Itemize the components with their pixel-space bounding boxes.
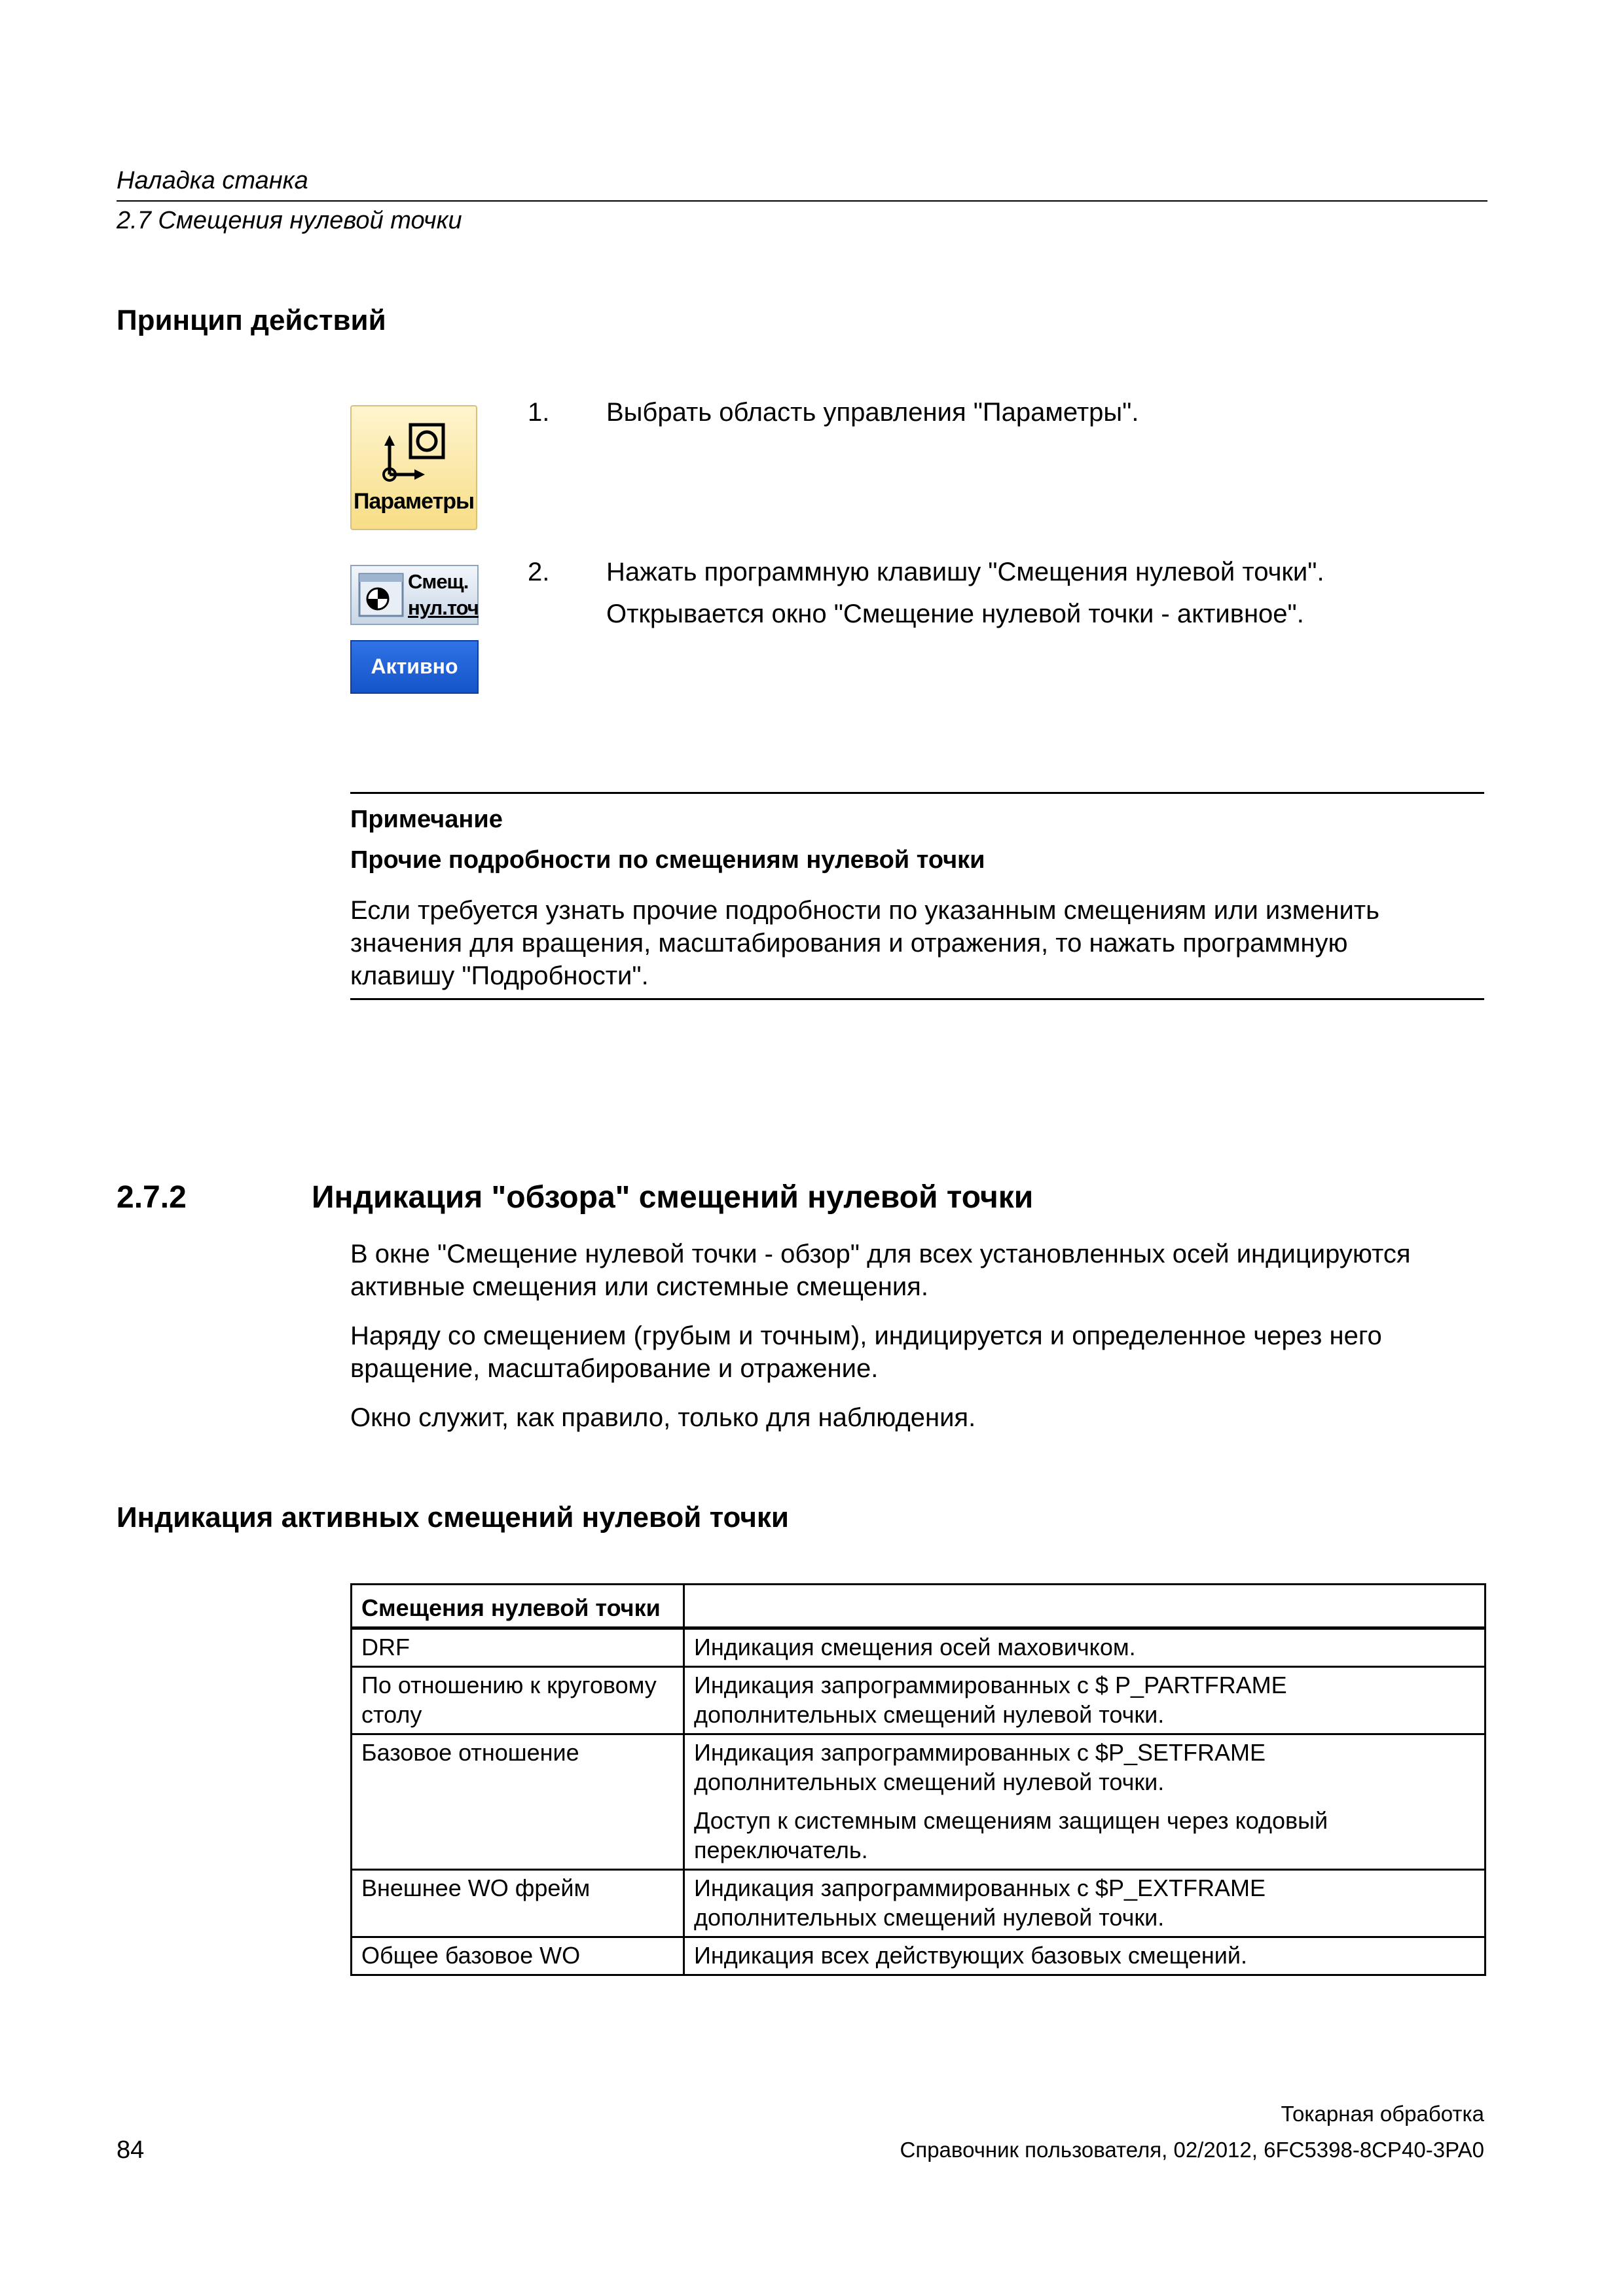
note-text-line3: клавишу "Подробности".	[350, 961, 649, 990]
offset-name-line: столу	[361, 1701, 422, 1728]
offset-name: DRF	[361, 1634, 410, 1660]
section-para3: Окно служит, как правило, только для наблюдения.	[350, 1403, 976, 1432]
offset-desc: Индикация всех действующих базовых смещений.	[694, 1942, 1247, 1969]
offset-desc-cell	[684, 1870, 1486, 1937]
section-number: 2.7.2	[117, 1180, 187, 1215]
offset-name-cell	[352, 1937, 684, 1975]
table-header-cell	[684, 1585, 1486, 1628]
note-title: Прочие подробности по смещениям нулевой точки	[350, 846, 985, 874]
offset-name-cell	[352, 1628, 684, 1667]
offset-desc-line: дополнительных смещений нулевой точки.	[694, 1768, 1165, 1795]
zero-offset-softkey[interactable]	[350, 565, 479, 625]
table-header-row	[352, 1585, 1486, 1628]
active-offsets-heading: Индикация активных смещений нулевой точки	[117, 1501, 789, 1534]
section-para1-line1: В окне "Смещение нулевой точки - обзор" для всех установленных осей индицируются	[350, 1240, 1411, 1268]
running-header-section: 2.7 Смещения нулевой точки	[117, 207, 462, 234]
table-row	[352, 1667, 1486, 1734]
offset-name-cell	[352, 1667, 684, 1734]
section-title: Индикация "обзора" смещений нулевой точки	[312, 1180, 1034, 1215]
softkey-label-line2: нул.точ	[408, 596, 479, 619]
offset-name: Базовое отношение	[361, 1739, 579, 1766]
note-label: Примечание	[350, 806, 503, 833]
table-header-cell: Смещения нулевой точки	[352, 1585, 684, 1628]
note-bottom-rule	[350, 998, 1484, 1000]
offset-desc-cell	[684, 1628, 1486, 1667]
offset-name-line: По отношению к круговому	[361, 1672, 657, 1698]
table-row	[352, 1734, 1486, 1870]
softkey-label-line1: Смещ.	[408, 570, 469, 593]
offset-desc-line: Индикация запрограммированных с $P_EXTFRAME	[694, 1874, 1266, 1901]
table-row	[352, 1937, 1486, 1975]
footer-product: Токарная обработка	[1281, 2102, 1484, 2126]
step-1-number: 1.	[528, 398, 550, 427]
offset-name: Внешнее WO фрейм	[361, 1874, 591, 1901]
offset-desc-line: переключатель.	[694, 1837, 868, 1863]
offset-desc-line: дополнительных смещений нулевой точки.	[694, 1904, 1165, 1931]
principle-heading: Принцип действий	[117, 304, 386, 336]
table-row	[352, 1870, 1486, 1937]
page-number: 84	[117, 2136, 145, 2164]
zero-offset-softkey-label	[408, 569, 479, 621]
note-text-line1: Если требуется узнать прочие подробности по указанным смещениям или изменить	[350, 896, 1379, 925]
note-top-rule	[350, 792, 1484, 794]
active-softkey[interactable]: Активно	[350, 640, 479, 694]
parameters-button[interactable]	[350, 405, 477, 530]
offset-desc: Индикация смещения осей маховичком.	[694, 1634, 1136, 1660]
offset-name-cell	[352, 1734, 684, 1870]
footer-doc-reference: Справочник пользователя, 02/2012, 6FC5398-8CP40-3PA0	[900, 2138, 1484, 2162]
offset-desc-cell	[684, 1937, 1486, 1975]
step-1-text: Выбрать область управления "Параметры".	[606, 398, 1139, 427]
section-para1-line2: активные смещения или системные смещения.	[350, 1272, 928, 1301]
offset-name-cell	[352, 1870, 684, 1937]
offset-desc-cell	[684, 1734, 1486, 1870]
section-para2-line1: Наряду со смещением (грубым и точным), индицируется и определенное через него	[350, 1321, 1382, 1350]
table-row	[352, 1628, 1486, 1667]
step-2-number: 2.	[528, 558, 550, 586]
axes-frame-icon	[376, 416, 455, 488]
offset-desc-line: Доступ к системным смещениям защищен через кодовый	[694, 1807, 1328, 1834]
offset-desc-line: дополнительных смещений нулевой точки.	[694, 1701, 1165, 1728]
note-text-line2: значения для вращения, масштабирования и отражения, то нажать программную	[350, 929, 1348, 958]
step-2-text-line2: Открывается окно "Смещение нулевой точки - активное".	[606, 600, 1304, 628]
section-para2-line2: вращение, масштабирование и отражение.	[350, 1354, 879, 1383]
parameters-button-label: Параметры	[353, 489, 475, 514]
offset-desc-line: Индикация запрограммированных с $ P_PARTFRAME	[694, 1672, 1287, 1698]
offset-desc-line: Индикация запрограммированных с $P_SETFRAME	[694, 1739, 1266, 1766]
zero-point-icon	[358, 573, 405, 619]
step-2-text-line1: Нажать программную клавишу "Смещения нулевой точки".	[606, 558, 1324, 586]
running-header-chapter: Наладка станка	[117, 167, 308, 194]
active-offsets-table	[350, 1583, 1484, 1976]
header-rule	[117, 200, 1487, 202]
offset-name: Общее базовое WO	[361, 1942, 581, 1969]
offset-desc-cell	[684, 1667, 1486, 1734]
